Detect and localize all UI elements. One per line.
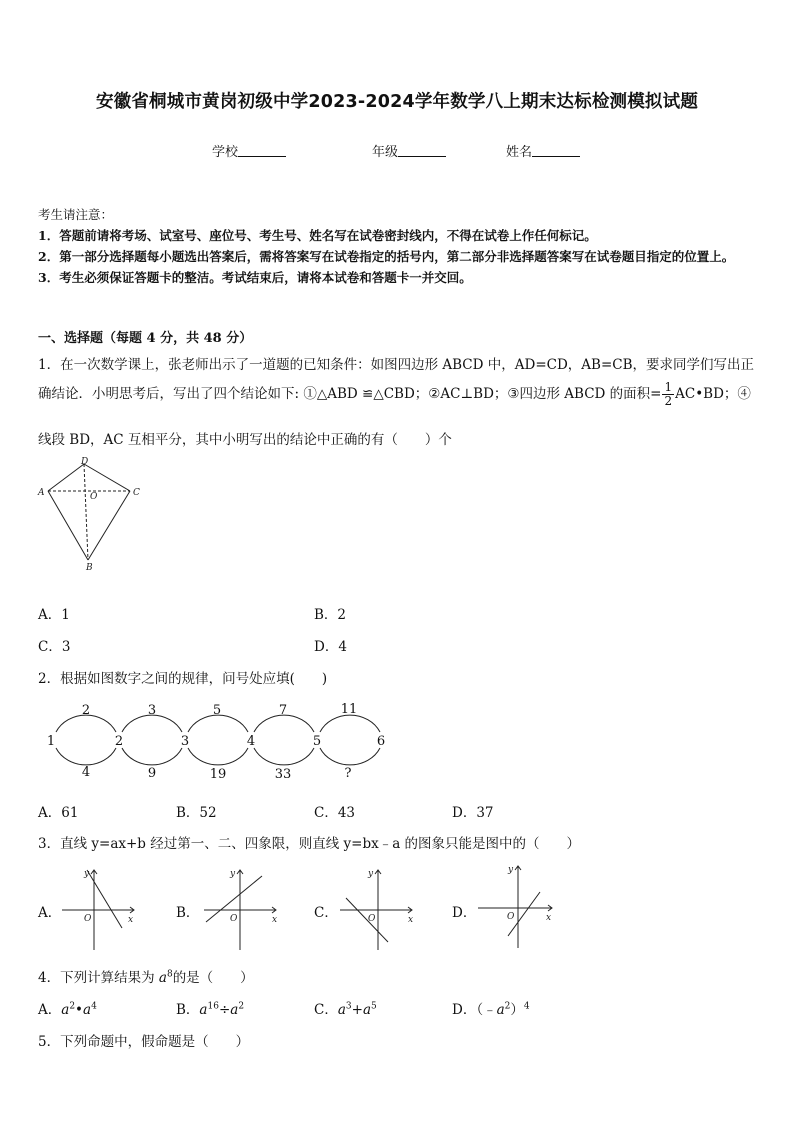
q4-option-d[interactable] — [452, 998, 530, 1018]
origin-label: O — [368, 914, 376, 924]
notes-header: 考生请注意： — [38, 207, 114, 222]
exponent-2: 5 — [371, 1001, 377, 1012]
kite-label-c: C — [133, 488, 140, 498]
q4-option-b[interactable] — [176, 998, 244, 1018]
q4-stem — [38, 966, 254, 986]
kite-edge-ab — [48, 491, 88, 560]
q2-option-d[interactable]: D．37 — [452, 805, 494, 821]
name-label: 姓名 — [506, 145, 533, 160]
base-2: a — [362, 1002, 372, 1018]
bottom-number-3: 19 — [209, 767, 227, 782]
q5-stem: 5．下列命题中，假命题是（ ） — [38, 1034, 250, 1050]
origin-label: O — [230, 914, 238, 924]
chain-number-2: 2 — [114, 734, 124, 749]
arc-bottom-4 — [254, 748, 314, 765]
kite-diagonal-bd — [84, 464, 88, 560]
q1-option-d[interactable]: D．4 — [314, 639, 347, 655]
name-field — [506, 141, 580, 160]
q1-option-c[interactable]: C．3 — [38, 639, 71, 655]
exponent-1: 2 — [504, 1001, 511, 1012]
chain-number-1: 1 — [46, 734, 56, 749]
base-1: a — [199, 1002, 208, 1018]
top-number-3: 5 — [212, 703, 222, 718]
q3-graph-d[interactable] — [474, 858, 558, 950]
q4-option-c[interactable] — [314, 998, 377, 1018]
bottom-number-4: 33 — [274, 767, 292, 782]
school-label: 学校 — [212, 145, 239, 160]
exponent-1: 2 — [69, 1001, 76, 1012]
arc-bottom-5 — [320, 748, 380, 765]
q1-kite-figure — [36, 456, 146, 572]
x-label: x — [408, 915, 414, 925]
top-number-4: 7 — [278, 703, 288, 718]
option-label: C． — [314, 1002, 338, 1018]
page-title: 安徽省桐城市黄岗初级中学2023-2024学年数学八上期末达标检测模拟试题 — [95, 92, 699, 112]
q2-option-c[interactable]: C．43 — [314, 805, 356, 821]
base-1: a — [61, 1002, 70, 1018]
q3-option-a-label[interactable]: A． — [38, 905, 62, 921]
graph-line-c — [346, 898, 388, 942]
q4-stem-post: 的是（ ） — [172, 970, 254, 986]
note-item-3: 3．考生必须保证答题卡的整洁。考试结束后，请将本试卷和答题卡一并交回。 — [38, 270, 472, 285]
arc-top-5 — [320, 715, 380, 732]
bottom-number-2: 9 — [147, 766, 157, 781]
exponent-1: 16 — [207, 1001, 219, 1012]
school-field — [212, 141, 286, 160]
q4-stem-pre: 4．下列计算结果为 — [38, 970, 159, 986]
q3-option-d-label[interactable]: D． — [452, 905, 477, 921]
base-2: a — [83, 1002, 92, 1018]
q1-line1: 1．在一次数学课上，张老师出示了一道题的已知条件：如图四边形 ABCD 中，AD=CD，AB=CB，要求同学们写出正 — [38, 357, 755, 373]
x-label: x — [546, 913, 552, 923]
q3-option-b-label[interactable]: B． — [176, 905, 200, 921]
chain-number-4: 4 — [246, 734, 256, 749]
y-label: y — [508, 865, 514, 875]
base-1: a — [496, 1002, 505, 1018]
q3-option-c-label[interactable]: C． — [314, 905, 338, 921]
exponent-2: 4 — [91, 1001, 97, 1012]
top-number-2: 3 — [147, 703, 157, 718]
note-item-2: 2．第一部分选择题每小题选出答案后，需将答案写在试卷指定的括号内，第二部分非选择题答案写在试卷题目指定的位置上。 — [38, 249, 735, 264]
kite-label-d: D — [81, 457, 89, 467]
y-label: y — [230, 869, 236, 879]
frac-denominator: 2 — [664, 394, 673, 408]
exponent-2: 2 — [238, 1001, 245, 1012]
close-paren: ） — [510, 1002, 524, 1018]
operator: • — [75, 1002, 84, 1018]
option-label: A． — [38, 1002, 62, 1018]
frac-numerator: 1 — [664, 380, 673, 394]
x-label: x — [272, 915, 278, 925]
origin-label: O — [507, 912, 515, 922]
q3-graph-a[interactable] — [58, 862, 142, 954]
top-number-5: 11 — [340, 702, 358, 717]
arc-bottom-2 — [122, 748, 182, 765]
q4-option-a[interactable] — [38, 998, 97, 1018]
q3-graph-b[interactable] — [200, 862, 284, 954]
q2-circle-chain — [40, 696, 390, 786]
base-2: a — [230, 1002, 239, 1018]
section-heading: 一、选择题（每题 4 分，共 48 分） — [38, 331, 253, 346]
x-label: x — [128, 915, 134, 925]
q1-option-a[interactable]: A．1 — [38, 607, 70, 623]
grade-label: 年级 — [372, 145, 399, 160]
chain-number-6: 6 — [376, 734, 386, 749]
exponent-1: 3 — [345, 1001, 352, 1012]
q2-option-b[interactable]: B．52 — [176, 805, 217, 821]
name-blank — [532, 144, 580, 157]
q1-line3: 线段 BD，AC 互相平分，其中小明写出的结论中正确的有（ ）个 — [38, 432, 452, 448]
kite-label-o: O — [90, 492, 98, 502]
q2-option-a[interactable]: A．61 — [38, 805, 79, 821]
graph-line-a — [87, 870, 122, 928]
outer-exponent: 4 — [523, 1001, 530, 1012]
operator: + — [351, 1002, 363, 1018]
q1-fraction — [662, 381, 674, 408]
q4-stem-exp: 8 — [166, 969, 173, 980]
kite-edge-dc — [84, 464, 130, 491]
open-paren: （﹣ — [476, 1002, 497, 1018]
q4-stem-var: a — [158, 970, 167, 986]
q1-line2 — [38, 381, 751, 408]
q2-stem: 2．根据如图数字之间的规律，问号处应填( ) — [38, 671, 328, 687]
kite-label-a: A — [38, 488, 45, 498]
q3-graph-c[interactable] — [336, 862, 420, 954]
bottom-number-5: ? — [344, 766, 352, 781]
option-label: D． — [452, 1002, 477, 1018]
y-label: y — [368, 869, 374, 879]
arc-bottom-3 — [188, 748, 248, 765]
option-label: B． — [176, 1002, 200, 1018]
kite-label-b: B — [86, 563, 93, 572]
q1-option-b[interactable]: B．2 — [314, 607, 347, 623]
arc-bottom-1 — [56, 748, 116, 765]
school-blank — [238, 144, 286, 157]
exam-notes — [38, 204, 758, 288]
kite-edge-ad — [48, 464, 84, 491]
base-1: a — [337, 1002, 346, 1018]
y-label: y — [84, 869, 90, 879]
q3-stem: 3．直线 y=ax+b 经过第一、二、四象限，则直线 y=bx﹣a 的图象只能是图中的（ ） — [38, 836, 581, 852]
q1-line2b: AC•BD；④ — [675, 386, 751, 402]
chain-number-3: 3 — [180, 734, 190, 749]
bottom-number-1: 4 — [81, 765, 91, 780]
note-item-1: 1．答题前请将考场、试室号、座位号、考生号、姓名写在试卷密封线内，不得在试卷上作任何标记。 — [38, 228, 597, 243]
top-number-1: 2 — [81, 703, 91, 718]
chain-number-5: 5 — [312, 734, 322, 749]
operator: ÷ — [218, 1002, 231, 1018]
grade-field — [372, 141, 446, 160]
grade-blank — [398, 144, 446, 157]
q1-line2a: 确结论．小明思考后，写出了四个结论如下: ①△ABD ≌△CBD；②AC⊥BD；③四边形 ABCD 的面积= — [38, 386, 662, 402]
origin-label: O — [84, 914, 92, 924]
